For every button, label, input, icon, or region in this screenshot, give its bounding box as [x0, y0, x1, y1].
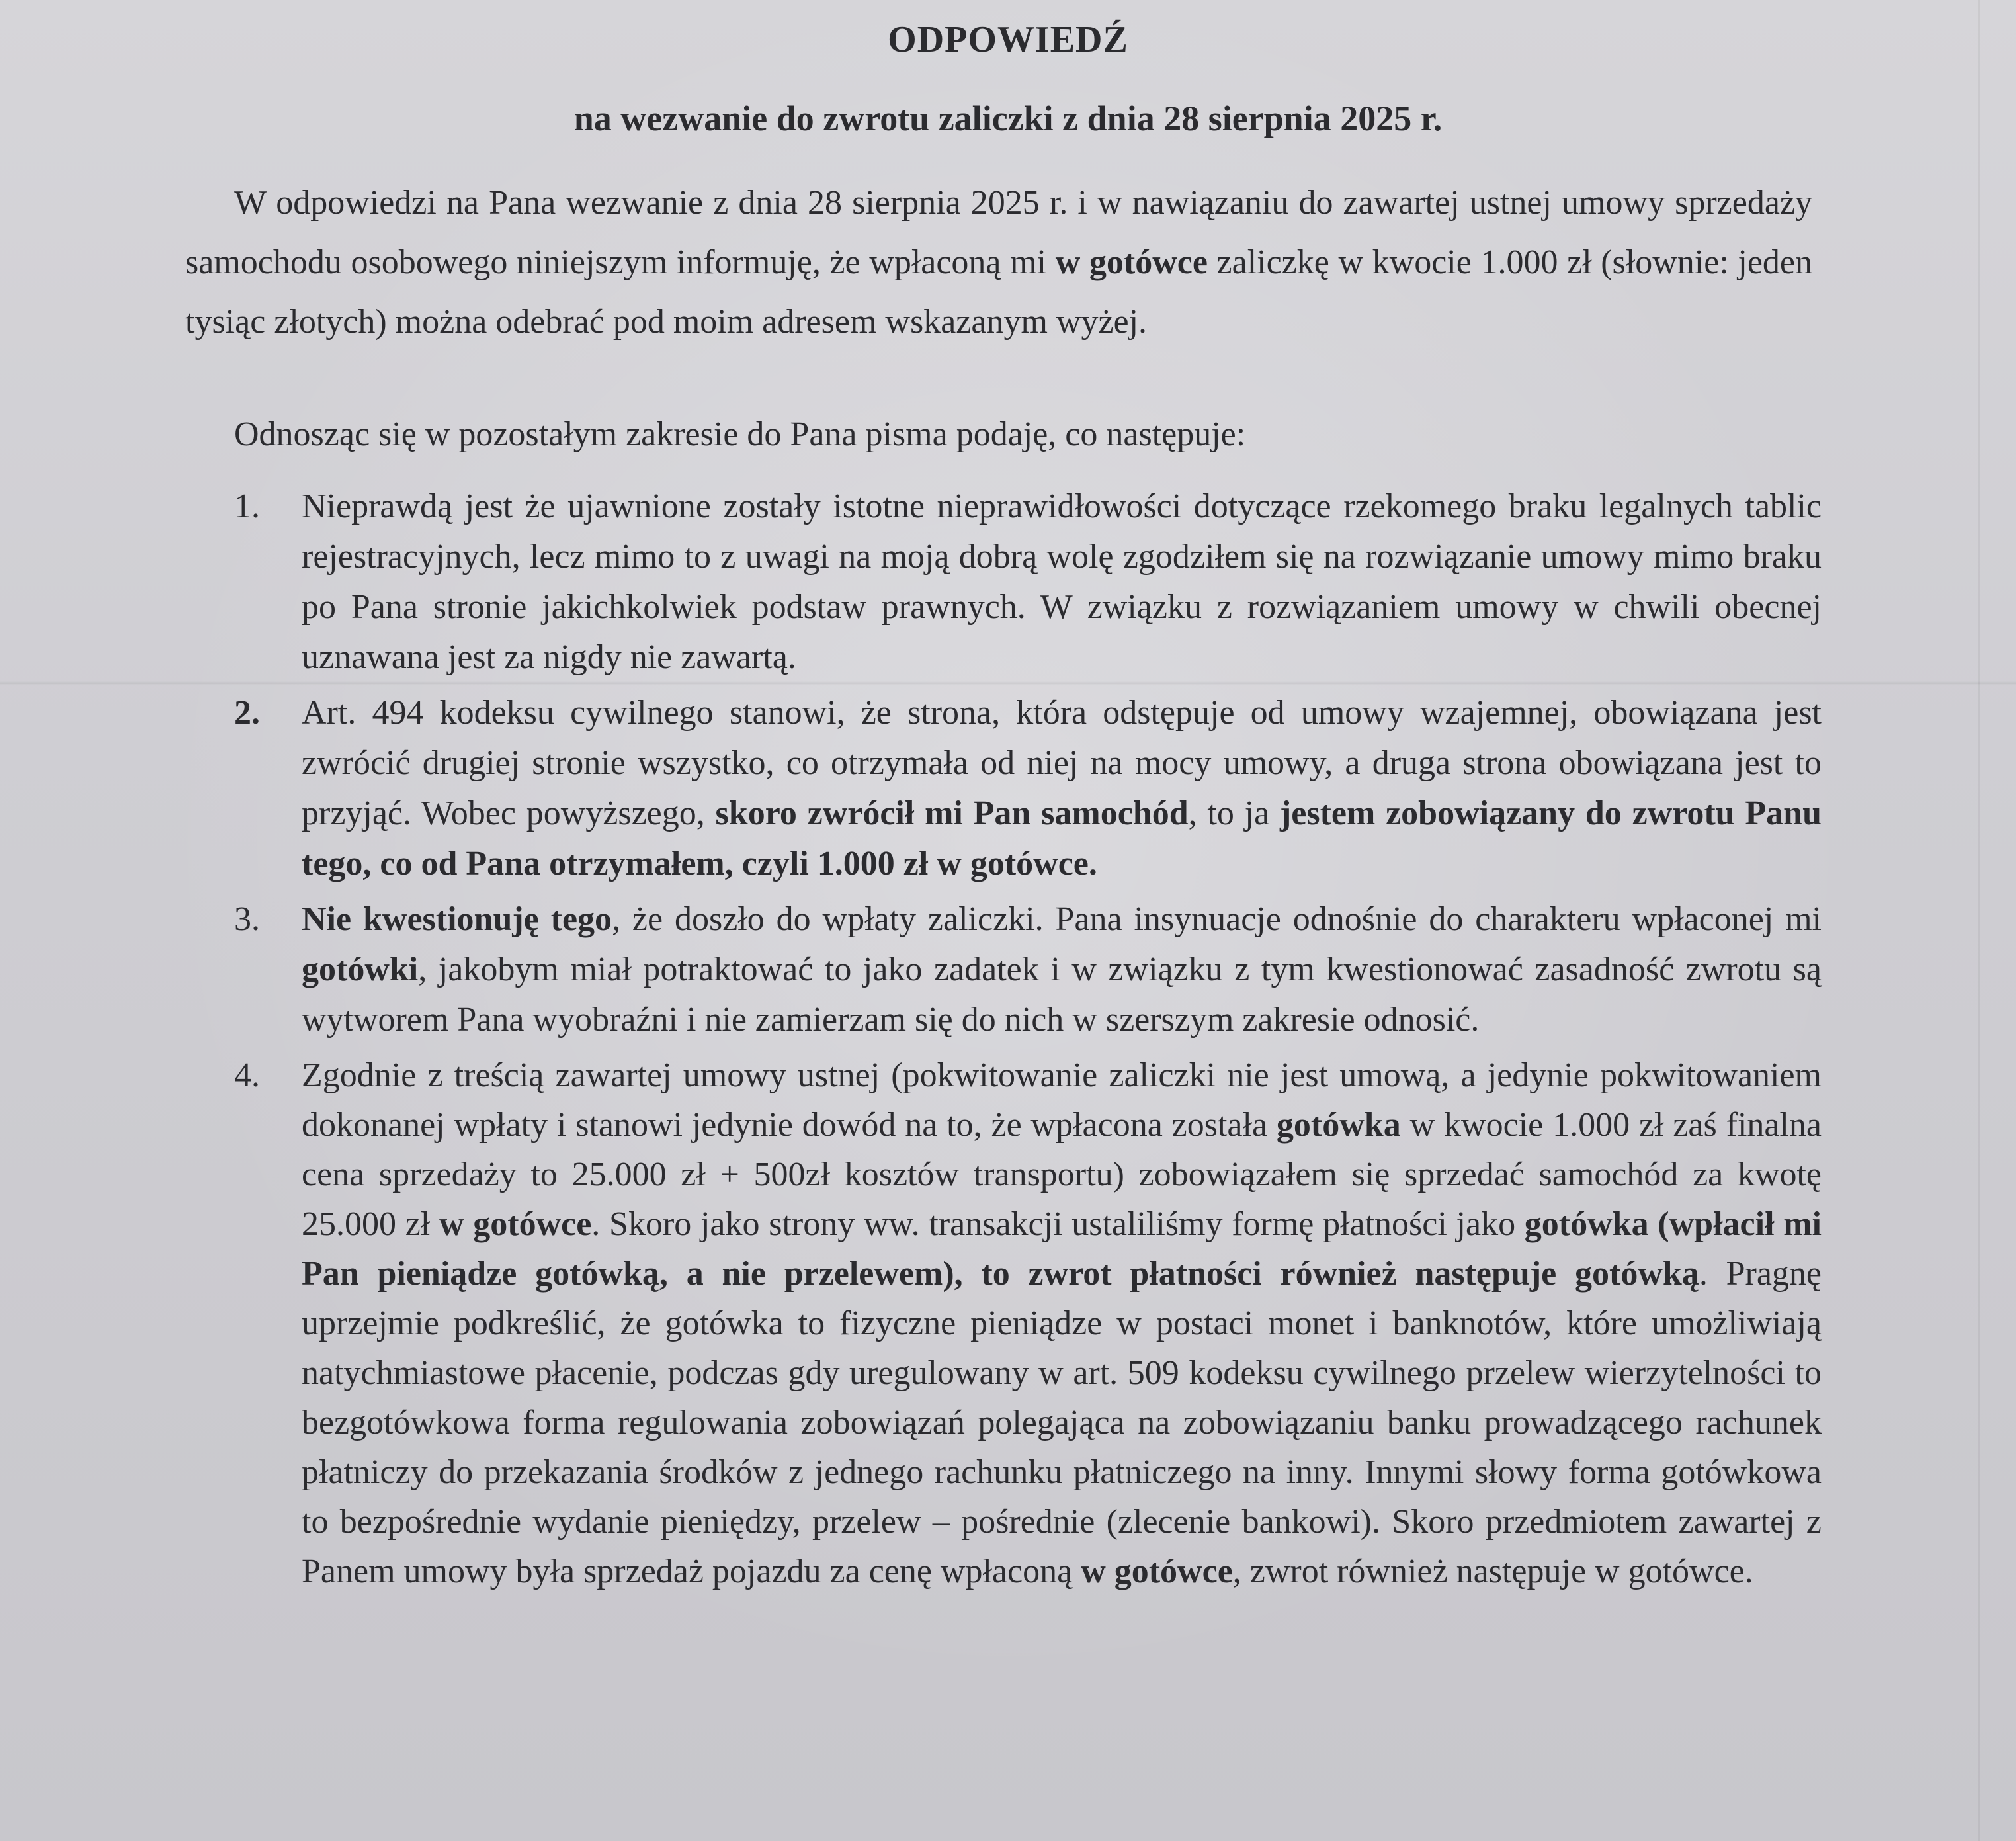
item-text: , że doszło do wpłaty zaliczki. Pana insynuacje odnośnie do charakteru wpłaconej mi — [612, 900, 1822, 938]
item-text: . Skoro jako strony ww. transakcji ustaliliśmy formę płatności jako — [591, 1205, 1525, 1243]
item-bold: gotówki — [302, 951, 419, 988]
item-bold: gotówka (wpłacił mi Pan pieniądze gotówką, a nie przelewem), to zwrot płatności również następuje gotówką — [302, 1205, 1822, 1293]
intro-bold-1: w gotówce — [1055, 243, 1208, 281]
list-item-1 — [234, 482, 1822, 683]
item-text: . Pragnę uprzejmie podkreślić, że gotówka to fizyczne pieniądze w postaci monet i banknotów, które umożliwiają natychmiastowe płacenie, podczas gdy uregulowany w art. 509 kodeksu cywilnego przelew wierzytelności to bezgotówkowa forma regulowania zobowiązań polegająca na zobowiązaniu banku prowadzącego rachunek płatniczy do przekazania środków z jednego rachunku płatniczego na inny. Innymi słowy forma gotówkowa to bezpośrednie wydanie pieniędzy, przelew – pośrednie (zlecenie bankowi). Skoro przedmiotem zawartej z Panem umowy była sprzedaż pojazdu za cenę wpłaconą — [302, 1255, 1822, 1590]
item-bold: w gotówce — [439, 1205, 592, 1243]
item-text: w kwocie 1.000 zł zaś finalna cena sprzedaży to 25.000 zł + 500zł kosztów transportu) zobowiązałem się sprzedać samochód za kwotę 25.000 zł — [302, 1106, 1822, 1243]
paper-fold-vertical — [1978, 0, 1980, 1841]
item-bold: Nie kwestionuję tego — [302, 900, 612, 938]
list-item-4 — [234, 1050, 1822, 1596]
numbered-list — [234, 482, 1822, 1602]
item-number: 2. — [234, 694, 260, 732]
item-bold: gotówka — [1276, 1106, 1401, 1144]
list-item-3 — [234, 894, 1822, 1045]
document-title: ODPOWIEDŹ — [888, 19, 1128, 60]
intro-text-2: zaliczkę w kwocie 1.000 zł (słownie: jeden tysiąc złotych) można odebrać pod moim adresem wskazanym wyżej. — [185, 243, 1813, 341]
item-bold: skoro zwrócił mi Pan samochód — [715, 794, 1189, 832]
item-text: , zwrot również następuje w gotówce. — [1232, 1553, 1753, 1590]
item-bold: w gotówce — [1081, 1553, 1233, 1590]
lead-paragraph: Odnosząc się w pozostałym zakresie do Pana pisma podaję, co następuje: — [234, 415, 1246, 453]
item-number: 4. — [234, 1056, 260, 1094]
item-number: 1. — [234, 488, 260, 525]
item-text: Art. 494 kodeksu cywilnego stanowi, że strona, która odstępuje od umowy wzajemnej, obowiązana jest zwrócić drugiej stronie wszystko, co otrzymała od niej na mocy umowy, a druga strona obowiązana jest to przyjąć. Wobec powyższego, — [302, 694, 1822, 832]
item-text: , to ja — [1188, 794, 1280, 832]
document-subtitle: na wezwanie do zwrotu zaliczki z dnia 28 sierpnia 2025 r. — [573, 99, 1443, 138]
intro-paragraph — [185, 173, 1812, 352]
item-text: Zgodnie z treścią zawartej umowy ustnej (pokwitowanie zaliczki nie jest umową, a jedynie pokwitowaniem dokonanej wpłaty i stanowi jedynie dowód na to, że wpłacona została — [302, 1056, 1822, 1144]
list-item-2 — [234, 688, 1822, 889]
item-text: Nieprawdą jest że ujawnione zostały istotne nieprawidłowości dotyczące rzekomego braku legalnych tablic rejestracyjnych, lecz mimo to z uwagi na moją dobrą wolę zgodziłem się na rozwiązanie umowy mimo braku po Pana stronie jakichkolwiek podstaw prawnych. W związku z rozwiązaniem umowy w chwili obecnej uznawana jest za nigdy nie zawartą. — [302, 488, 1822, 676]
intro-text-1: W odpowiedzi na Pana wezwanie z dnia 28 sierpnia 2025 r. i w nawiązaniu do zawartej ustnej umowy sprzedaży samochodu osobowego niniejszym informuję, że wpłaconą mi — [185, 184, 1812, 281]
item-number: 3. — [234, 900, 260, 938]
item-text: , jakobym miał potraktować to jako zadatek i w związku z tym kwestionować zasadność zwrotu są wytworem Pana wyobraźni i nie zamierzam się do nich w szerszym zakresie odnosić. — [302, 951, 1822, 1039]
item-bold: jestem zobowiązany do zwrotu Panu tego, co od Pana otrzymałem, czyli 1.000 zł w gotówce. — [302, 794, 1822, 882]
